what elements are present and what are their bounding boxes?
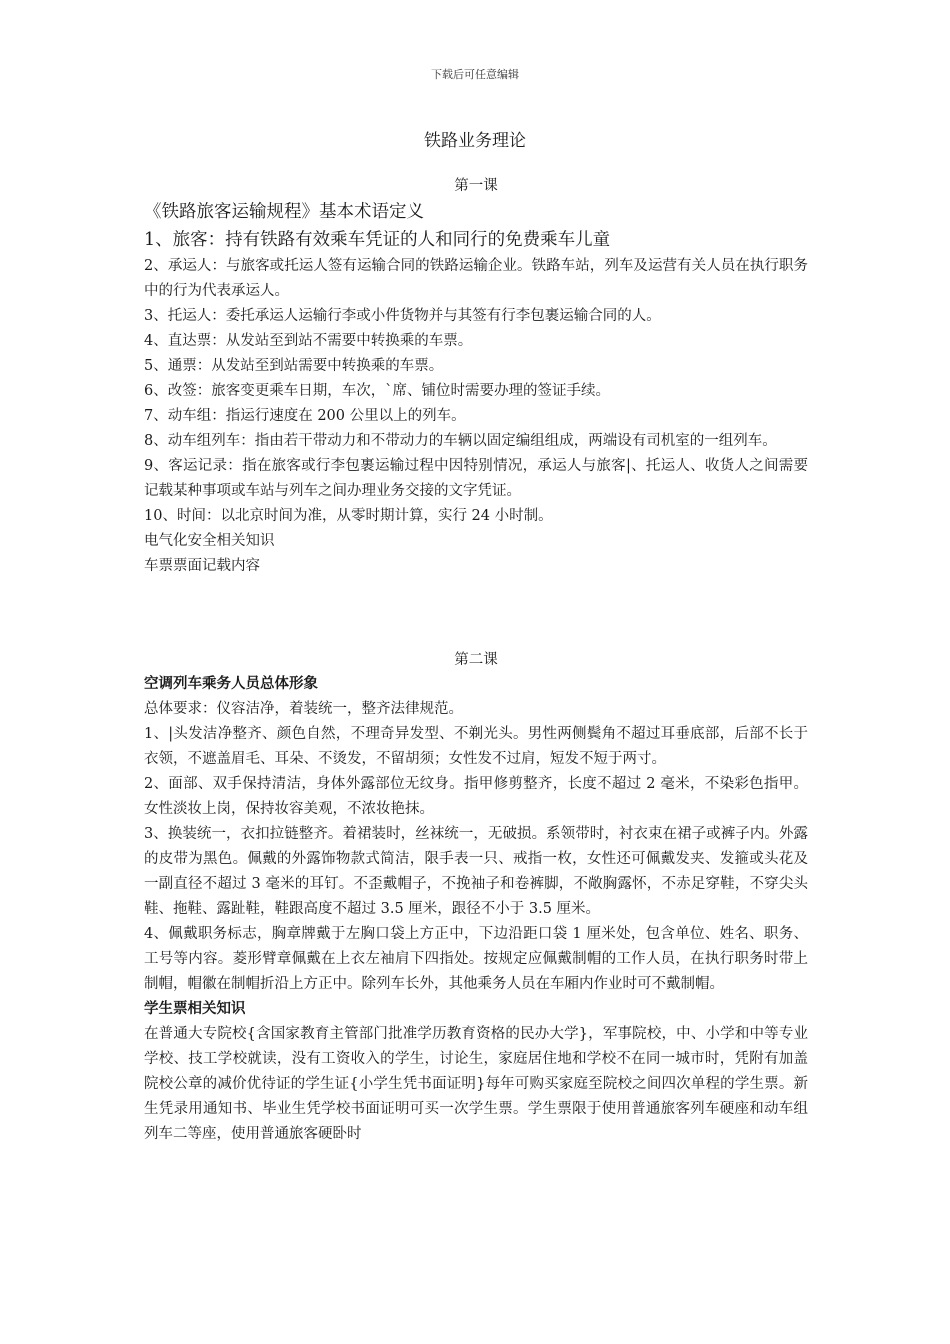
lesson-two-heading: 第二课 bbox=[454, 652, 498, 668]
header-note: 下载后可任意编辑 bbox=[431, 68, 519, 81]
lesson-one-heading: 第一课 bbox=[454, 178, 498, 194]
lesson-one-subtitle: 《铁路旅客运输规程》基本术语定义 bbox=[144, 202, 424, 222]
term-item: 3、托运人：委托承运人运输行李或小件货物并与其签有行李包裹运输合同的人。 bbox=[144, 308, 661, 324]
term-item: 4、直达票：从发站至到站不需要中转换乘的车票。 bbox=[144, 333, 473, 349]
term-item: 9、客运记录：指在旅客或行李包裹运输过程中因特别情况，承运人与旅客|、托运人、收货人之间需要记载某种事项或车站与列车之间办理业务交接的文字凭证。 bbox=[144, 458, 808, 499]
lesson-two-section bbox=[144, 648, 808, 1147]
topic-line: 电气化安全相关知识 bbox=[144, 533, 275, 549]
term-item: 2、承运人：与旅客或托运人签有运输合同的铁路运输企业。铁路车站，列车及运营有关人员在执行职务中的行为代表承运人。 bbox=[144, 258, 808, 299]
term-item: 10、时间：以北京时间为准，从零时期计算，实行 24 小时制。 bbox=[144, 508, 553, 524]
document-title: 铁路业务理论 bbox=[424, 131, 526, 151]
topic-line: 车票票面记载内容 bbox=[144, 558, 260, 574]
paragraph: 1、|头发洁净整齐、颜色自然，不理奇异发型、不剃光头。男性两侧鬓角不超过耳垂底部，后部不长于衣领，不遮盖眉毛、耳朵、不烫发，不留胡须；女性发不过肩，短发不短于两寸。 bbox=[144, 726, 808, 767]
term-item: 8、动车组列车：指由若干带动力和不带动力的车辆以固定编组组成，两端设有司机室的一组列车。 bbox=[144, 433, 777, 449]
paragraph: 总体要求：仪容洁净，着装统一，整齐法律规范。 bbox=[144, 701, 463, 717]
paragraph: 2、面部、双手保持清洁，身体外露部位无纹身。指甲修剪整齐，长度不超过 2 毫米，不染彩色指甲。女性淡妆上岗，保持妆容美观，不浓妆艳抹。 bbox=[144, 776, 808, 817]
section-heading: 空调列车乘务人员总体形象 bbox=[144, 676, 318, 692]
term-item: 7、动车组：指运行速度在 200 公里以上的列车。 bbox=[144, 408, 466, 424]
paragraph: 在普通大专院校{含国家教育主管部门批准学历教育资格的民办大学}，军事院校，中、小学和中等专业学校、技工学校就读，没有工资收入的学生，讨论生，家庭居住地和学校不在同一城市时，凭附有加盖院校公章的减价优待证的学生证{小学生凭书面证明}每年可购买家庭至院校之间四次单程的学生票。新生凭录用通知书、毕业生凭学校书面证明可买一次学生票。学生票限于使用普通旅客列车硬座和动车组列车二等座，使用普通旅客硬卧时 bbox=[144, 1026, 808, 1142]
lesson-one-section bbox=[144, 174, 808, 579]
paragraph: 3、换装统一，衣扣拉链整齐。着裙装时，丝袜统一，无破损。系领带时，衬衣束在裙子或裤子内。外露的皮带为黑色。佩戴的外露饰物款式简洁，限手表一只、戒指一枚，女性还可佩戴发夹、发箍或头花及一副直径不超过 3 毫米的耳钉。不歪戴帽子，不挽袖子和卷裤脚，不敞胸露怀，不赤足穿鞋，不穿尖头鞋、拖鞋、露趾鞋，鞋跟高度不超过 3.5 厘米，跟径不小于 3.5 厘米。 bbox=[144, 826, 808, 917]
term-item: 5、通票：从发站至到站需要中转换乘的车票。 bbox=[144, 358, 444, 374]
paragraph: 4、佩戴职务标志，胸章牌戴于左胸口袋上方正中，下边沿距口袋 1 厘米处，包含单位、姓名、职务、工号等内容。菱形臂章佩戴在上衣左袖肩下四指处。按规定应佩戴制帽的工作人员，在执行职务时带上制帽，帽徽在制帽折沿上方正中。除列车长外，其他乘务人员在车厢内作业时可不戴制帽。 bbox=[144, 926, 808, 992]
section-heading: 学生票相关知识 bbox=[144, 1001, 246, 1017]
term-item: 6、改签：旅客变更乘车日期，车次，`席、铺位时需要办理的签证手续。 bbox=[144, 383, 610, 399]
term-item: 1、旅客：持有铁路有效乘车凭证的人和同行的免费乘车儿童 bbox=[144, 230, 611, 250]
